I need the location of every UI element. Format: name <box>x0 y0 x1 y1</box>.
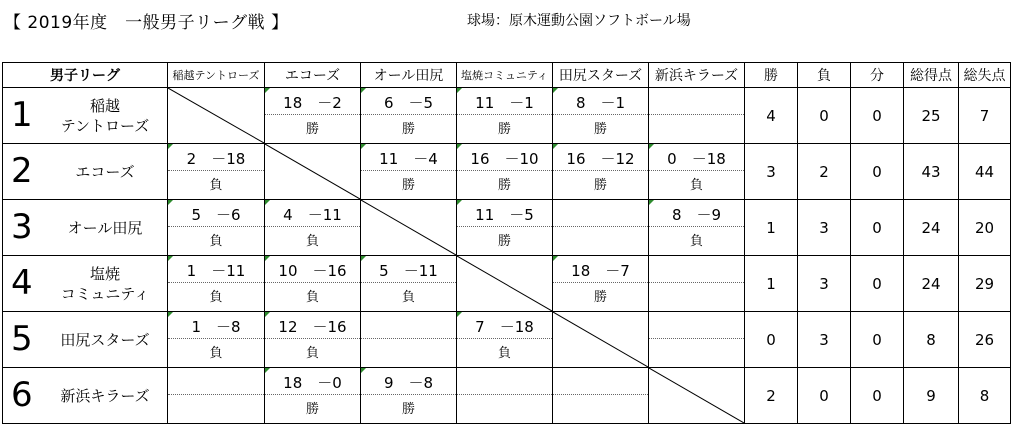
match-cell <box>361 256 457 312</box>
stat-wins: 2 <box>745 368 798 424</box>
team-name: エコーズ <box>75 162 135 181</box>
match-score: 1 －8 <box>168 316 264 339</box>
stat-draws: 0 <box>851 88 904 144</box>
stat-points-for: 9 <box>904 368 959 424</box>
match-score: 1 －11 <box>168 260 264 283</box>
match-result: 勝 <box>401 122 415 137</box>
match-score <box>457 372 552 395</box>
match-cell <box>265 256 361 312</box>
match-cell <box>553 200 649 256</box>
match-cell <box>457 88 553 144</box>
stat-points-against: 8 <box>959 368 1011 424</box>
team-cell <box>3 144 168 200</box>
match-result: 負 <box>209 346 223 361</box>
stat-points-against: 20 <box>959 200 1011 256</box>
match-score: 0 －18 <box>649 148 744 171</box>
match-result: 負 <box>689 234 703 249</box>
match-cell <box>265 200 361 256</box>
match-score: 7 －18 <box>457 316 552 339</box>
team-cell <box>3 88 168 144</box>
team-name: 稲越 <box>89 96 120 115</box>
match-result: 負 <box>401 290 415 305</box>
match-score: 8 －1 <box>553 92 648 115</box>
header-cell: エコーズ <box>265 63 361 88</box>
match-score <box>553 372 648 395</box>
match-cell <box>553 256 649 312</box>
stat-points-for: 43 <box>904 144 959 200</box>
header-cell: オール田尻 <box>361 63 457 88</box>
stat-draws: 0 <box>851 368 904 424</box>
match-result: 負 <box>689 178 703 193</box>
match-score: 18 －2 <box>265 92 360 115</box>
table-row <box>3 312 1011 368</box>
header-cell: 勝 <box>745 63 798 88</box>
stat-draws: 0 <box>851 144 904 200</box>
stat-losses: 0 <box>798 368 851 424</box>
stat-losses: 3 <box>798 256 851 312</box>
team-name: 田尻スターズ <box>60 330 150 349</box>
header-cell: 負 <box>798 63 851 88</box>
stat-losses: 2 <box>798 144 851 200</box>
table-row <box>3 88 1011 144</box>
match-score: 5 －11 <box>361 260 456 283</box>
header-cell: 塩焼コミュニティ <box>457 63 553 88</box>
match-score <box>361 316 456 339</box>
match-cell <box>649 88 745 144</box>
match-cell <box>265 368 361 424</box>
stat-draws: 0 <box>851 256 904 312</box>
match-result: 勝 <box>497 234 511 249</box>
match-cell <box>649 256 745 312</box>
stat-wins: 0 <box>745 312 798 368</box>
match-result: 勝 <box>497 178 511 193</box>
stat-losses: 3 <box>798 200 851 256</box>
header-cell: 総得点 <box>904 63 959 88</box>
match-score: 16 －10 <box>457 148 552 171</box>
header-cell: 稲越テントローズ <box>168 63 265 88</box>
match-cell <box>649 144 745 200</box>
stat-draws: 0 <box>851 200 904 256</box>
match-cell <box>168 368 265 424</box>
diagonal-cell <box>361 200 457 256</box>
header-cell: 新浜キラーズ <box>649 63 745 88</box>
match-score: 10 －16 <box>265 260 360 283</box>
stat-wins: 1 <box>745 256 798 312</box>
match-score: 11 －5 <box>457 204 552 227</box>
rank-number: 6 <box>11 375 33 415</box>
match-result: 負 <box>209 234 223 249</box>
diagonal-cell <box>265 144 361 200</box>
match-result: 勝 <box>401 178 415 193</box>
stat-points-for: 25 <box>904 88 959 144</box>
stat-losses: 0 <box>798 88 851 144</box>
match-score: 11 －4 <box>361 148 456 171</box>
match-score <box>649 316 744 339</box>
team-name: 塩焼 <box>89 264 120 283</box>
match-result: 負 <box>305 234 319 249</box>
match-cell <box>361 312 457 368</box>
match-score <box>553 204 648 227</box>
stat-points-for: 24 <box>904 200 959 256</box>
stat-points-for: 8 <box>904 312 959 368</box>
match-result: 負 <box>305 290 319 305</box>
match-cell <box>649 312 745 368</box>
match-cell <box>168 200 265 256</box>
rank-number: 4 <box>11 263 33 303</box>
table-row <box>3 144 1011 200</box>
match-result: 勝 <box>593 290 607 305</box>
match-result: 負 <box>305 346 319 361</box>
team-name-line2: コミュニティ <box>60 284 150 303</box>
match-result: 勝 <box>305 122 319 137</box>
rank-number: 5 <box>11 319 33 359</box>
match-score: 9 －8 <box>361 372 456 395</box>
match-cell <box>168 312 265 368</box>
team-cell <box>3 312 168 368</box>
match-cell <box>649 200 745 256</box>
rank-number: 1 <box>11 95 33 135</box>
diagonal-cell <box>649 368 745 424</box>
stat-points-against: 7 <box>959 88 1011 144</box>
league-table <box>2 62 1011 424</box>
match-result: 勝 <box>401 402 415 417</box>
stat-points-for: 24 <box>904 256 959 312</box>
table-row <box>3 256 1011 312</box>
match-score: 11 －1 <box>457 92 552 115</box>
header-cell: 分 <box>851 63 904 88</box>
match-cell <box>457 144 553 200</box>
match-cell <box>168 256 265 312</box>
match-cell <box>361 88 457 144</box>
match-score: 6 －5 <box>361 92 456 115</box>
match-cell <box>553 88 649 144</box>
team-cell <box>3 256 168 312</box>
match-score: 4 －11 <box>265 204 360 227</box>
header-cell: 総失点 <box>959 63 1011 88</box>
table-row <box>3 368 1011 424</box>
match-result: 負 <box>209 290 223 305</box>
match-score <box>168 372 264 395</box>
match-score: 12 －16 <box>265 316 360 339</box>
match-cell <box>265 88 361 144</box>
match-result: 勝 <box>593 122 607 137</box>
match-cell <box>457 368 553 424</box>
match-score: 16 －12 <box>553 148 648 171</box>
diagonal-cell <box>553 312 649 368</box>
team-cell <box>3 200 168 256</box>
match-result: 勝 <box>305 402 319 417</box>
table-row <box>3 200 1011 256</box>
match-cell <box>457 200 553 256</box>
match-cell <box>457 312 553 368</box>
team-name: オール田尻 <box>67 218 143 237</box>
venue-label: 球場：原木運動公園ソフトボール場 <box>467 13 691 29</box>
match-cell <box>265 312 361 368</box>
header-cell: 田尻スターズ <box>553 63 649 88</box>
stat-wins: 3 <box>745 144 798 200</box>
rank-number: 3 <box>11 207 33 247</box>
match-result: 負 <box>209 178 223 193</box>
match-score: 5 －6 <box>168 204 264 227</box>
match-score: 2 －18 <box>168 148 264 171</box>
match-score <box>649 260 744 283</box>
team-cell <box>3 368 168 424</box>
stat-wins: 1 <box>745 200 798 256</box>
diagonal-cell <box>457 256 553 312</box>
team-name: 新浜キラーズ <box>60 386 150 405</box>
match-cell <box>168 144 265 200</box>
match-score: 18 －0 <box>265 372 360 395</box>
stat-wins: 4 <box>745 88 798 144</box>
stat-losses: 3 <box>798 312 851 368</box>
match-score: 8 －9 <box>649 204 744 227</box>
stat-points-against: 44 <box>959 144 1011 200</box>
diagonal-cell <box>168 88 265 144</box>
header-row <box>3 63 1011 88</box>
page-title: 【 2019年度 一般男子リーグ戦 】 <box>4 13 289 33</box>
match-cell <box>553 368 649 424</box>
match-result: 勝 <box>497 122 511 137</box>
match-result: 勝 <box>593 178 607 193</box>
header-league: 男子リーグ <box>3 63 168 88</box>
stat-points-against: 29 <box>959 256 1011 312</box>
match-score <box>649 92 744 115</box>
team-name-line2: テントローズ <box>60 116 150 135</box>
match-cell <box>361 144 457 200</box>
match-result: 負 <box>497 346 511 361</box>
stat-points-against: 26 <box>959 312 1011 368</box>
match-score: 18 －7 <box>553 260 648 283</box>
match-cell <box>361 368 457 424</box>
match-cell <box>553 144 649 200</box>
stat-draws: 0 <box>851 312 904 368</box>
rank-number: 2 <box>11 151 33 191</box>
